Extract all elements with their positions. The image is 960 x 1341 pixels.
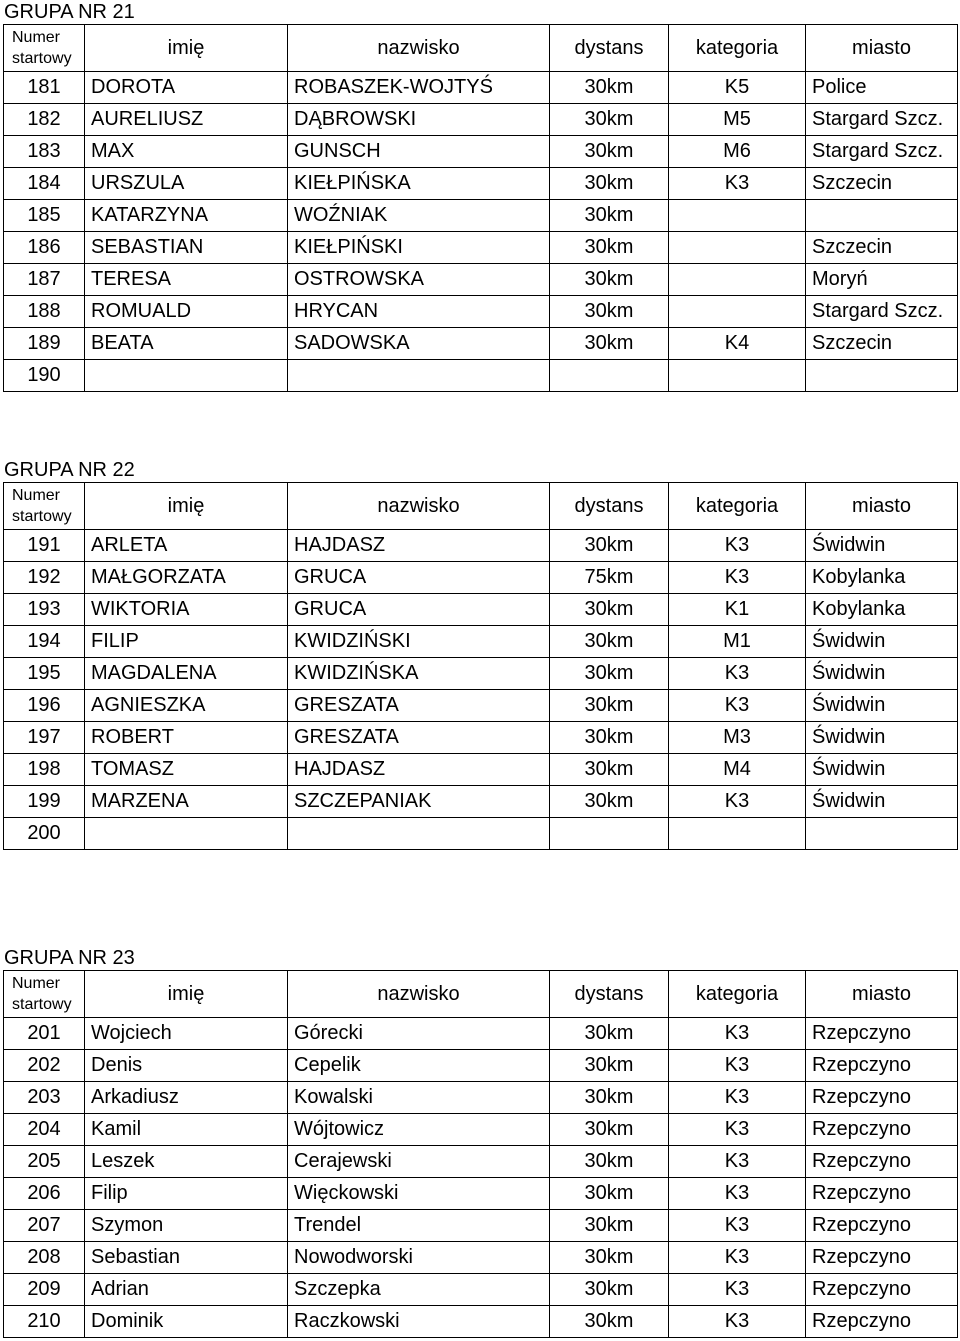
table-row [4,562,958,594]
cell-city: Stargard Szcz. [806,296,958,328]
header-city: miasto [806,971,958,1018]
cell-first-name: URSZULA [85,168,288,200]
cell-city: Szczecin [806,168,958,200]
header-first-name: imię [85,25,288,72]
table-row [4,1210,958,1242]
cell-category [669,296,806,328]
cell-distance: 30km [550,1306,669,1338]
cell-last-name: SADOWSKA [288,328,550,360]
cell-city: Rzepczyno [806,1114,958,1146]
cell-first-name: Kamil [85,1114,288,1146]
cell-number: 205 [4,1146,85,1178]
cell-city: Rzepczyno [806,1018,958,1050]
table-row [4,1274,958,1306]
cell-city [806,200,958,232]
cell-distance: 30km [550,72,669,104]
cell-first-name: ROMUALD [85,296,288,328]
header-last-name: nazwisko [288,971,550,1018]
cell-first-name: Filip [85,1178,288,1210]
cell-last-name: HAJDASZ [288,530,550,562]
cell-number: 197 [4,722,85,754]
cell-city [806,360,958,392]
cell-category: K3 [669,1114,806,1146]
cell-city: Stargard Szcz. [806,104,958,136]
cell-city: Rzepczyno [806,1082,958,1114]
cell-first-name: Leszek [85,1146,288,1178]
header-row [4,971,958,1018]
cell-first-name: FILIP [85,626,288,658]
cell-city: Świdwin [806,754,958,786]
cell-last-name: ROBASZEK-WOJTYŚ [288,72,550,104]
cell-category: K3 [669,690,806,722]
cell-distance: 30km [550,328,669,360]
cell-city: Stargard Szcz. [806,136,958,168]
cell-city: Szczecin [806,328,958,360]
cell-city: Rzepczyno [806,1178,958,1210]
cell-category: M5 [669,104,806,136]
cell-distance: 30km [550,530,669,562]
table-row [4,786,958,818]
cell-first-name: Denis [85,1050,288,1082]
cell-city: Świdwin [806,690,958,722]
cell-number: 203 [4,1082,85,1114]
cell-number: 193 [4,594,85,626]
cell-distance: 30km [550,296,669,328]
cell-city: Świdwin [806,722,958,754]
cell-number: 199 [4,786,85,818]
cell-distance: 30km [550,1146,669,1178]
cell-number: 187 [4,264,85,296]
header-number: Numer startowy [4,483,85,530]
cell-city: Świdwin [806,626,958,658]
cell-distance: 30km [550,264,669,296]
cell-last-name: GUNSCH [288,136,550,168]
group-title: GRUPA NR 21 [4,1,135,23]
cell-first-name: BEATA [85,328,288,360]
cell-number: 190 [4,360,85,392]
cell-distance: 30km [550,1082,669,1114]
cell-number: 186 [4,232,85,264]
cell-category: K3 [669,530,806,562]
table-row [4,168,958,200]
table-row [4,232,958,264]
cell-category [669,232,806,264]
cell-city: Kobylanka [806,562,958,594]
header-row [4,25,958,72]
table-row [4,328,958,360]
cell-category: K3 [669,1050,806,1082]
cell-last-name: GRESZATA [288,690,550,722]
table-row [4,1306,958,1338]
cell-distance: 30km [550,690,669,722]
header-category: kategoria [669,25,806,72]
cell-city: Szczecin [806,232,958,264]
cell-category: K3 [669,168,806,200]
cell-number: 196 [4,690,85,722]
cell-city: Świdwin [806,786,958,818]
cell-last-name: KWIDZIŃSKA [288,658,550,690]
cell-city: Rzepczyno [806,1242,958,1274]
table-row [4,1018,958,1050]
cell-distance: 30km [550,786,669,818]
table-row [4,658,958,690]
cell-last-name: Górecki [288,1018,550,1050]
cell-distance: 30km [550,658,669,690]
table-row [4,1114,958,1146]
cell-first-name: MAŁGORZATA [85,562,288,594]
cell-distance: 30km [550,626,669,658]
group-table [3,970,958,1338]
cell-distance: 30km [550,754,669,786]
cell-first-name: MAGDALENA [85,658,288,690]
cell-city: Świdwin [806,658,958,690]
cell-distance: 30km [550,1018,669,1050]
cell-last-name: HRYCAN [288,296,550,328]
cell-city: Kobylanka [806,594,958,626]
cell-first-name: Sebastian [85,1242,288,1274]
cell-distance: 30km [550,136,669,168]
cell-first-name: Szymon [85,1210,288,1242]
cell-number: 185 [4,200,85,232]
cell-distance: 30km [550,1114,669,1146]
cell-last-name: KIEŁPIŃSKI [288,232,550,264]
cell-category: K5 [669,72,806,104]
table-row [4,1082,958,1114]
cell-category [669,360,806,392]
cell-distance: 30km [550,200,669,232]
cell-distance: 30km [550,1242,669,1274]
cell-first-name: TERESA [85,264,288,296]
table-row [4,1178,958,1210]
cell-category: K3 [669,1274,806,1306]
cell-distance: 30km [550,232,669,264]
cell-first-name: ARLETA [85,530,288,562]
cell-city: Rzepczyno [806,1146,958,1178]
cell-number: 200 [4,818,85,850]
cell-distance: 30km [550,168,669,200]
cell-category: K3 [669,658,806,690]
cell-category: K3 [669,786,806,818]
cell-first-name: DOROTA [85,72,288,104]
cell-last-name [288,818,550,850]
cell-first-name: SEBASTIAN [85,232,288,264]
cell-last-name: GRESZATA [288,722,550,754]
cell-number: 206 [4,1178,85,1210]
header-last-name: nazwisko [288,25,550,72]
cell-first-name: Arkadiusz [85,1082,288,1114]
cell-last-name: Trendel [288,1210,550,1242]
group-table [3,482,958,850]
cell-first-name: MAX [85,136,288,168]
cell-category: K3 [669,1306,806,1338]
cell-city: Police [806,72,958,104]
cell-last-name [288,360,550,392]
cell-category [669,264,806,296]
group-22 [0,458,960,850]
cell-category: K3 [669,562,806,594]
cell-first-name: ROBERT [85,722,288,754]
cell-last-name: DĄBROWSKI [288,104,550,136]
cell-number: 209 [4,1274,85,1306]
cell-number: 194 [4,626,85,658]
header-city: miasto [806,483,958,530]
header-distance: dystans [550,483,669,530]
cell-distance: 30km [550,594,669,626]
cell-category [669,200,806,232]
table-row [4,690,958,722]
table-row [4,296,958,328]
cell-first-name: KATARZYNA [85,200,288,232]
cell-category: K3 [669,1146,806,1178]
cell-number: 189 [4,328,85,360]
cell-city: Rzepczyno [806,1274,958,1306]
table-row [4,626,958,658]
cell-category: K4 [669,328,806,360]
table-row [4,722,958,754]
header-first-name: imię [85,483,288,530]
cell-category: K3 [669,1082,806,1114]
cell-category: K3 [669,1178,806,1210]
cell-number: 192 [4,562,85,594]
header-first-name: imię [85,971,288,1018]
cell-distance: 30km [550,1274,669,1306]
cell-number: 183 [4,136,85,168]
cell-number: 195 [4,658,85,690]
cell-number: 201 [4,1018,85,1050]
cell-city: Rzepczyno [806,1210,958,1242]
cell-category: K3 [669,1242,806,1274]
cell-distance: 30km [550,1210,669,1242]
cell-first-name: AGNIESZKA [85,690,288,722]
cell-last-name: GRUCA [288,562,550,594]
table-row [4,1242,958,1274]
cell-number: 198 [4,754,85,786]
cell-last-name: WOŹNIAK [288,200,550,232]
cell-last-name: Szczepka [288,1274,550,1306]
group-23 [0,946,960,1338]
table-row [4,200,958,232]
table-row [4,530,958,562]
cell-first-name: TOMASZ [85,754,288,786]
cell-distance: 75km [550,562,669,594]
cell-category: K3 [669,1210,806,1242]
cell-category: M6 [669,136,806,168]
cell-distance [550,818,669,850]
cell-last-name: GRUCA [288,594,550,626]
cell-category: M1 [669,626,806,658]
table-row [4,104,958,136]
table-row [4,136,958,168]
cell-number: 204 [4,1114,85,1146]
table-row [4,1146,958,1178]
header-row [4,483,958,530]
table-row [4,754,958,786]
group-21 [0,0,960,392]
header-category: kategoria [669,483,806,530]
cell-first-name: Wojciech [85,1018,288,1050]
table-row [4,1050,958,1082]
cell-number: 202 [4,1050,85,1082]
cell-first-name: Dominik [85,1306,288,1338]
cell-number: 208 [4,1242,85,1274]
cell-number: 181 [4,72,85,104]
cell-last-name: Raczkowski [288,1306,550,1338]
cell-number: 188 [4,296,85,328]
cell-distance: 30km [550,104,669,136]
cell-number: 191 [4,530,85,562]
cell-distance: 30km [550,722,669,754]
header-category: kategoria [669,971,806,1018]
cell-last-name: KIEŁPIŃSKA [288,168,550,200]
cell-last-name: Kowalski [288,1082,550,1114]
cell-last-name: SZCZEPANIAK [288,786,550,818]
cell-last-name: Wójtowicz [288,1114,550,1146]
cell-city: Rzepczyno [806,1306,958,1338]
cell-city: Rzepczyno [806,1050,958,1082]
table-row [4,360,958,392]
cell-number: 210 [4,1306,85,1338]
cell-last-name: HAJDASZ [288,754,550,786]
cell-number: 182 [4,104,85,136]
cell-city [806,818,958,850]
header-distance: dystans [550,971,669,1018]
header-city: miasto [806,25,958,72]
cell-first-name [85,818,288,850]
header-last-name: nazwisko [288,483,550,530]
cell-number: 184 [4,168,85,200]
header-number: Numer startowy [4,25,85,72]
cell-last-name: Więckowski [288,1178,550,1210]
cell-distance: 30km [550,1050,669,1082]
cell-first-name [85,360,288,392]
cell-city: Świdwin [806,530,958,562]
cell-last-name: OSTROWSKA [288,264,550,296]
cell-category [669,818,806,850]
cell-city: Moryń [806,264,958,296]
cell-last-name: Cerajewski [288,1146,550,1178]
cell-last-name: Cepelik [288,1050,550,1082]
header-distance: dystans [550,25,669,72]
cell-first-name: MARZENA [85,786,288,818]
cell-first-name: AURELIUSZ [85,104,288,136]
cell-category: K3 [669,1018,806,1050]
table-row [4,264,958,296]
cell-number: 207 [4,1210,85,1242]
cell-last-name: KWIDZIŃSKI [288,626,550,658]
table-row [4,72,958,104]
cell-last-name: Nowodworski [288,1242,550,1274]
cell-distance [550,360,669,392]
cell-category: M3 [669,722,806,754]
group-table [3,24,958,392]
cell-distance: 30km [550,1178,669,1210]
header-number: Numer startowy [4,971,85,1018]
group-title: GRUPA NR 23 [4,947,135,969]
table-row [4,818,958,850]
table-row [4,594,958,626]
cell-first-name: Adrian [85,1274,288,1306]
group-title: GRUPA NR 22 [4,459,135,481]
cell-category: M4 [669,754,806,786]
cell-first-name: WIKTORIA [85,594,288,626]
cell-category: K1 [669,594,806,626]
